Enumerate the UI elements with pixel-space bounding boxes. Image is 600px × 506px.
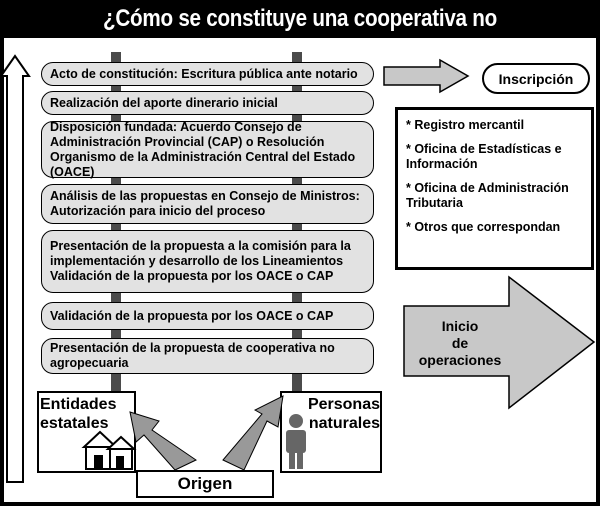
registro-item: * Oficina de Estadísticas e Información	[406, 142, 562, 171]
entidades-line-2: estatales	[40, 415, 109, 432]
inscripcion-label: Inscripción	[498, 70, 574, 87]
personas-naturales-label	[300, 395, 380, 433]
step-aporte-dinerario: Realización del aporte dinerario inicial	[41, 91, 374, 115]
registro-item: * Oficina de Administración Tributaria	[406, 181, 569, 210]
entidades-line-1: Entidades	[40, 396, 117, 413]
inicio-line-3: operaciones	[418, 352, 502, 368]
arrow-to-personas	[223, 396, 283, 470]
arrow-to-entidades	[130, 412, 196, 470]
diagram-title: ¿Cómo se constituye una cooperativa no	[103, 5, 497, 32]
up-arrow	[1, 56, 29, 482]
inicio-line-2: de	[451, 335, 469, 351]
step-disposicion-fundada: Disposición fundada: Acuerdo Consejo de Administración Provincial (CAP) o Resolución Organismo de la Administración Central del Estado (OACE)	[41, 121, 374, 178]
houses-icon	[84, 432, 134, 469]
entidades-estatales-label	[40, 395, 116, 433]
step-analisis-propuestas: Análisis de las propuestas en Consejo de Ministros: Autorización para inicio del proceso	[41, 184, 374, 224]
step-acto-constitucion: Acto de constitución: Escritura pública ante notario	[41, 62, 374, 86]
right-arrow-inscripcion	[384, 60, 468, 92]
personas-line-2: naturales	[308, 415, 380, 432]
step-presentacion-cooperativa: Presentación de la propuesta de cooperativa no agropecuaria	[41, 338, 374, 374]
personas-line-1: Personas	[307, 396, 380, 413]
step-presentacion-comision: Presentación de la propuesta a la comisión para la implementación y desarrollo de los Lineamientos Validación de la propuesta por los OACE o CAP	[41, 230, 374, 293]
inicio-line-1: Inicio	[441, 318, 479, 334]
registro-item: * Otros que correspondan	[406, 220, 561, 234]
origen-label: Origen	[177, 474, 233, 493]
inicio-operaciones-label	[414, 318, 506, 369]
origen-box	[136, 470, 274, 498]
registro-item: * Registro mercantil	[406, 118, 525, 132]
step-validacion-propuesta: Validación de la propuesta por los OACE o CAP	[41, 302, 374, 330]
